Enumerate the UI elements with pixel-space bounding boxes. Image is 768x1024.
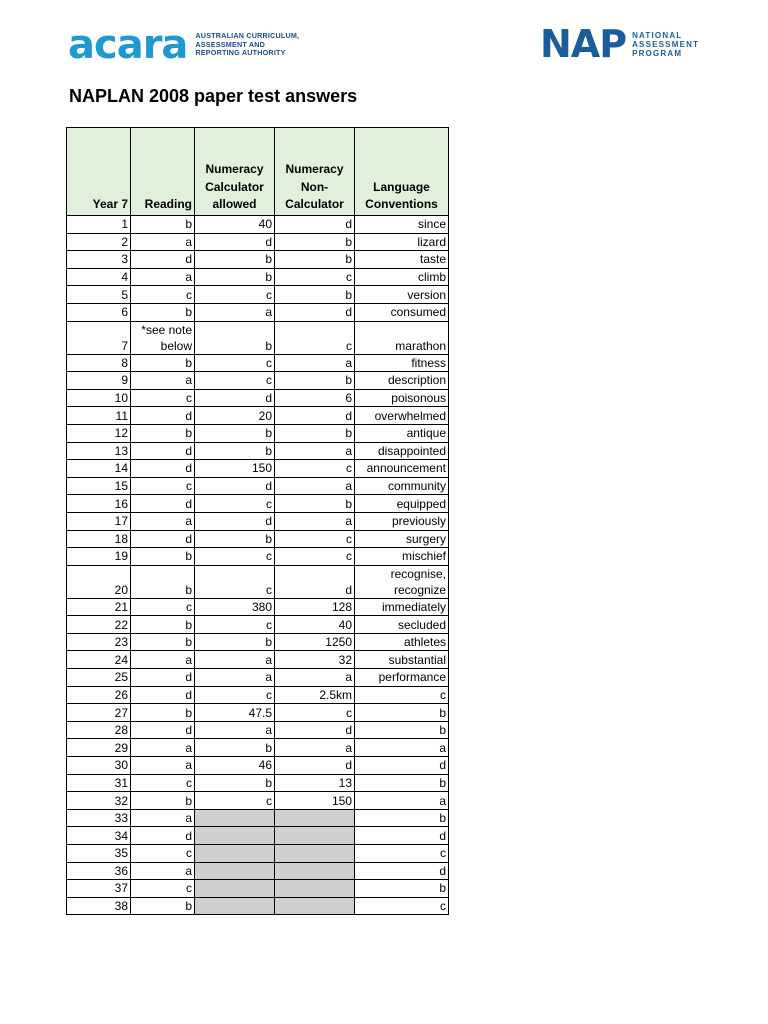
calculator-answer: 380 — [195, 598, 275, 616]
question-number: 32 — [67, 792, 131, 810]
language-answer: c — [355, 897, 449, 915]
blank-cell — [275, 880, 355, 898]
language-answer: c — [355, 845, 449, 863]
language-answer: lizard — [355, 233, 449, 251]
reading-answer: d — [131, 251, 195, 269]
non-calculator-answer: c — [275, 268, 355, 286]
language-answer: b — [355, 704, 449, 722]
language-answer: antique — [355, 424, 449, 442]
language-answer: announcement — [355, 460, 449, 478]
answers-table — [66, 127, 449, 915]
non-calculator-answer: d — [275, 303, 355, 321]
table-row — [67, 268, 449, 286]
question-number: 24 — [67, 651, 131, 669]
question-number: 16 — [67, 495, 131, 513]
blank-cell — [275, 845, 355, 863]
non-calculator-answer: 128 — [275, 598, 355, 616]
header-numeracy-calculator: Numeracy Calculator allowed — [195, 128, 275, 216]
table-row — [67, 792, 449, 810]
table-row — [67, 548, 449, 566]
language-answer: immediately — [355, 598, 449, 616]
reading-answer: b — [131, 565, 195, 598]
calculator-answer: 20 — [195, 407, 275, 425]
nap-line-2: ASSESSMENT — [632, 39, 700, 49]
table-row — [67, 774, 449, 792]
table-row — [67, 721, 449, 739]
language-answer: fitness — [355, 354, 449, 372]
reading-answer: c — [131, 845, 195, 863]
reading-answer: a — [131, 862, 195, 880]
language-answer: b — [355, 721, 449, 739]
non-calculator-answer: a — [275, 354, 355, 372]
question-number: 29 — [67, 739, 131, 757]
table-row — [67, 633, 449, 651]
language-answer: b — [355, 774, 449, 792]
blank-cell — [195, 862, 275, 880]
table-body — [67, 216, 449, 915]
nap-line-1: NATIONAL — [632, 30, 683, 40]
question-number: 2 — [67, 233, 131, 251]
calculator-answer: b — [195, 251, 275, 269]
reading-answer: c — [131, 880, 195, 898]
question-number: 33 — [67, 809, 131, 827]
language-answer: consumed — [355, 303, 449, 321]
table-row — [67, 372, 449, 390]
table-row — [67, 389, 449, 407]
non-calculator-answer: b — [275, 251, 355, 269]
reading-answer: a — [131, 268, 195, 286]
calculator-answer: 40 — [195, 216, 275, 234]
nap-logo-subtitle — [632, 31, 699, 58]
acara-line-1: AUSTRALIAN CURRICULUM, — [195, 31, 300, 41]
table-row — [67, 862, 449, 880]
calculator-answer: 47.5 — [195, 704, 275, 722]
question-number: 15 — [67, 477, 131, 495]
question-number: 10 — [67, 389, 131, 407]
question-number: 20 — [67, 565, 131, 598]
table-row — [67, 565, 449, 598]
non-calculator-answer: 13 — [275, 774, 355, 792]
language-answer: d — [355, 757, 449, 775]
question-number: 7 — [67, 321, 131, 354]
reading-answer: b — [131, 548, 195, 566]
blank-cell — [195, 827, 275, 845]
non-calculator-answer: c — [275, 460, 355, 478]
non-calculator-answer: 6 — [275, 389, 355, 407]
table-row — [67, 598, 449, 616]
reading-answer: b — [131, 704, 195, 722]
non-calculator-answer: b — [275, 424, 355, 442]
question-number: 1 — [67, 216, 131, 234]
calculator-answer: b — [195, 442, 275, 460]
calculator-answer: c — [195, 616, 275, 634]
question-number: 21 — [67, 598, 131, 616]
calculator-answer: c — [195, 565, 275, 598]
acara-logo — [68, 22, 300, 68]
non-calculator-answer: a — [275, 739, 355, 757]
blank-cell — [275, 897, 355, 915]
calculator-answer: d — [195, 512, 275, 530]
question-number: 38 — [67, 897, 131, 915]
non-calculator-answer: 40 — [275, 616, 355, 634]
calculator-answer: b — [195, 321, 275, 354]
language-answer: a — [355, 792, 449, 810]
language-answer: a — [355, 739, 449, 757]
reading-answer: c — [131, 389, 195, 407]
reading-answer: c — [131, 286, 195, 304]
table-row — [67, 460, 449, 478]
language-answer: c — [355, 686, 449, 704]
reading-answer: c — [131, 774, 195, 792]
calculator-answer: a — [195, 303, 275, 321]
header-numeracy-non-calculator: Numeracy Non-Calculator — [275, 128, 355, 216]
calculator-answer: a — [195, 669, 275, 687]
question-number: 22 — [67, 616, 131, 634]
reading-answer: d — [131, 686, 195, 704]
language-answer: disappointed — [355, 442, 449, 460]
calculator-answer: c — [195, 792, 275, 810]
non-calculator-answer: d — [275, 216, 355, 234]
language-answer: overwhelmed — [355, 407, 449, 425]
table-row — [67, 757, 449, 775]
cell-text: recognise, recognize — [390, 566, 446, 597]
non-calculator-answer: a — [275, 442, 355, 460]
language-answer: previously — [355, 512, 449, 530]
calculator-answer: b — [195, 633, 275, 651]
language-answer: d — [355, 862, 449, 880]
question-number: 36 — [67, 862, 131, 880]
calculator-answer: c — [195, 354, 275, 372]
question-number: 13 — [67, 442, 131, 460]
reading-answer: b — [131, 303, 195, 321]
question-number: 14 — [67, 460, 131, 478]
table-row — [67, 880, 449, 898]
non-calculator-answer: b — [275, 372, 355, 390]
blank-cell — [195, 880, 275, 898]
non-calculator-answer: a — [275, 477, 355, 495]
reading-answer: d — [131, 827, 195, 845]
non-calculator-answer: b — [275, 233, 355, 251]
language-answer: since — [355, 216, 449, 234]
non-calculator-answer: 32 — [275, 651, 355, 669]
question-number: 17 — [67, 512, 131, 530]
non-calculator-answer: 1250 — [275, 633, 355, 651]
question-number: 18 — [67, 530, 131, 548]
calculator-answer: c — [195, 372, 275, 390]
reading-answer: d — [131, 721, 195, 739]
reading-answer: a — [131, 809, 195, 827]
language-answer: equipped — [355, 495, 449, 513]
table-row — [67, 739, 449, 757]
non-calculator-answer: c — [275, 704, 355, 722]
question-number: 28 — [67, 721, 131, 739]
calculator-answer: a — [195, 651, 275, 669]
table-row — [67, 704, 449, 722]
table-row — [67, 495, 449, 513]
non-calculator-answer: 150 — [275, 792, 355, 810]
non-calculator-answer: c — [275, 321, 355, 354]
question-number: 27 — [67, 704, 131, 722]
non-calculator-answer: d — [275, 757, 355, 775]
language-answer: community — [355, 477, 449, 495]
non-calculator-answer: d — [275, 565, 355, 598]
language-answer: climb — [355, 268, 449, 286]
acara-logo-word: acara — [68, 22, 188, 68]
question-number: 35 — [67, 845, 131, 863]
question-number: 19 — [67, 548, 131, 566]
calculator-answer: d — [195, 477, 275, 495]
table-row — [67, 407, 449, 425]
calculator-answer: b — [195, 424, 275, 442]
reading-answer: d — [131, 460, 195, 478]
language-answer: surgery — [355, 530, 449, 548]
non-calculator-answer: b — [275, 495, 355, 513]
language-answer: description — [355, 372, 449, 390]
question-number: 23 — [67, 633, 131, 651]
table-row — [67, 669, 449, 687]
reading-answer: c — [131, 477, 195, 495]
table-row — [67, 897, 449, 915]
header-year: Year 7 — [67, 128, 131, 216]
non-calculator-answer: a — [275, 512, 355, 530]
question-number: 8 — [67, 354, 131, 372]
reading-answer: d — [131, 442, 195, 460]
language-answer: version — [355, 286, 449, 304]
table-row — [67, 512, 449, 530]
non-calculator-answer: d — [275, 407, 355, 425]
table-row — [67, 686, 449, 704]
table-row — [67, 216, 449, 234]
language-answer — [355, 565, 449, 598]
reading-answer: a — [131, 512, 195, 530]
question-number: 34 — [67, 827, 131, 845]
non-calculator-answer: a — [275, 669, 355, 687]
table-row — [67, 651, 449, 669]
reading-answer: d — [131, 669, 195, 687]
blank-cell — [275, 862, 355, 880]
reading-answer: a — [131, 372, 195, 390]
question-number: 4 — [67, 268, 131, 286]
reading-answer: c — [131, 598, 195, 616]
acara-line-3: REPORTING AUTHORITY — [195, 48, 286, 58]
reading-answer: b — [131, 633, 195, 651]
table-row — [67, 530, 449, 548]
calculator-answer: b — [195, 739, 275, 757]
question-number: 5 — [67, 286, 131, 304]
calculator-answer: a — [195, 721, 275, 739]
question-number: 31 — [67, 774, 131, 792]
nap-line-3: PROGRAM — [632, 48, 683, 58]
reading-answer: a — [131, 651, 195, 669]
table-row — [67, 827, 449, 845]
table-row — [67, 616, 449, 634]
header-language-conventions: Language Conventions — [355, 128, 449, 216]
non-calculator-answer: c — [275, 548, 355, 566]
calculator-answer: b — [195, 268, 275, 286]
question-number: 11 — [67, 407, 131, 425]
reading-answer: b — [131, 616, 195, 634]
nap-logo-word: NAP — [540, 22, 627, 66]
reading-answer: a — [131, 739, 195, 757]
calculator-answer: b — [195, 774, 275, 792]
table-row — [67, 809, 449, 827]
header-reading: Reading — [131, 128, 195, 216]
language-answer: b — [355, 880, 449, 898]
reading-answer: b — [131, 354, 195, 372]
acara-logo-subtitle — [195, 32, 299, 57]
question-number: 3 — [67, 251, 131, 269]
nap-logo — [540, 22, 700, 66]
question-number: 25 — [67, 669, 131, 687]
table-row — [67, 442, 449, 460]
blank-cell — [275, 809, 355, 827]
language-answer: d — [355, 827, 449, 845]
reading-answer: d — [131, 495, 195, 513]
acara-line-2: ASSESSMENT AND — [195, 39, 266, 49]
calculator-answer: d — [195, 389, 275, 407]
language-answer: secluded — [355, 616, 449, 634]
reading-answer: b — [131, 424, 195, 442]
calculator-answer: c — [195, 495, 275, 513]
language-answer: athletes — [355, 633, 449, 651]
calculator-answer: c — [195, 286, 275, 304]
language-answer: poisonous — [355, 389, 449, 407]
non-calculator-answer: d — [275, 721, 355, 739]
non-calculator-answer: c — [275, 530, 355, 548]
language-answer: marathon — [355, 321, 449, 354]
reading-answer: b — [131, 897, 195, 915]
question-number: 30 — [67, 757, 131, 775]
reading-answer: b — [131, 216, 195, 234]
blank-cell — [195, 845, 275, 863]
table-row — [67, 321, 449, 354]
question-number: 12 — [67, 424, 131, 442]
calculator-answer: b — [195, 530, 275, 548]
question-number: 26 — [67, 686, 131, 704]
language-answer: substantial — [355, 651, 449, 669]
reading-answer: a — [131, 757, 195, 775]
non-calculator-answer: 2.5km — [275, 686, 355, 704]
calculator-answer: c — [195, 686, 275, 704]
table-row — [67, 845, 449, 863]
language-answer: b — [355, 809, 449, 827]
reading-answer: d — [131, 407, 195, 425]
blank-cell — [275, 827, 355, 845]
calculator-answer: d — [195, 233, 275, 251]
table-row — [67, 477, 449, 495]
calculator-answer: 46 — [195, 757, 275, 775]
reading-answer: d — [131, 530, 195, 548]
question-number: 6 — [67, 303, 131, 321]
question-number: 37 — [67, 880, 131, 898]
calculator-answer: c — [195, 548, 275, 566]
table-row — [67, 303, 449, 321]
blank-cell — [195, 809, 275, 827]
reading-answer: b — [131, 792, 195, 810]
table-row — [67, 354, 449, 372]
non-calculator-answer: b — [275, 286, 355, 304]
document-title: NAPLAN 2008 paper test answers — [69, 86, 358, 106]
cell-text: *see note below — [141, 322, 192, 353]
language-answer: taste — [355, 251, 449, 269]
table-row — [67, 424, 449, 442]
calculator-answer: 150 — [195, 460, 275, 478]
reading-answer: a — [131, 233, 195, 251]
table-row — [67, 233, 449, 251]
table-row — [67, 286, 449, 304]
question-number: 9 — [67, 372, 131, 390]
language-answer: performance — [355, 669, 449, 687]
reading-answer — [131, 321, 195, 354]
table-row — [67, 251, 449, 269]
table-header-row — [67, 128, 449, 216]
blank-cell — [195, 897, 275, 915]
language-answer: mischief — [355, 548, 449, 566]
